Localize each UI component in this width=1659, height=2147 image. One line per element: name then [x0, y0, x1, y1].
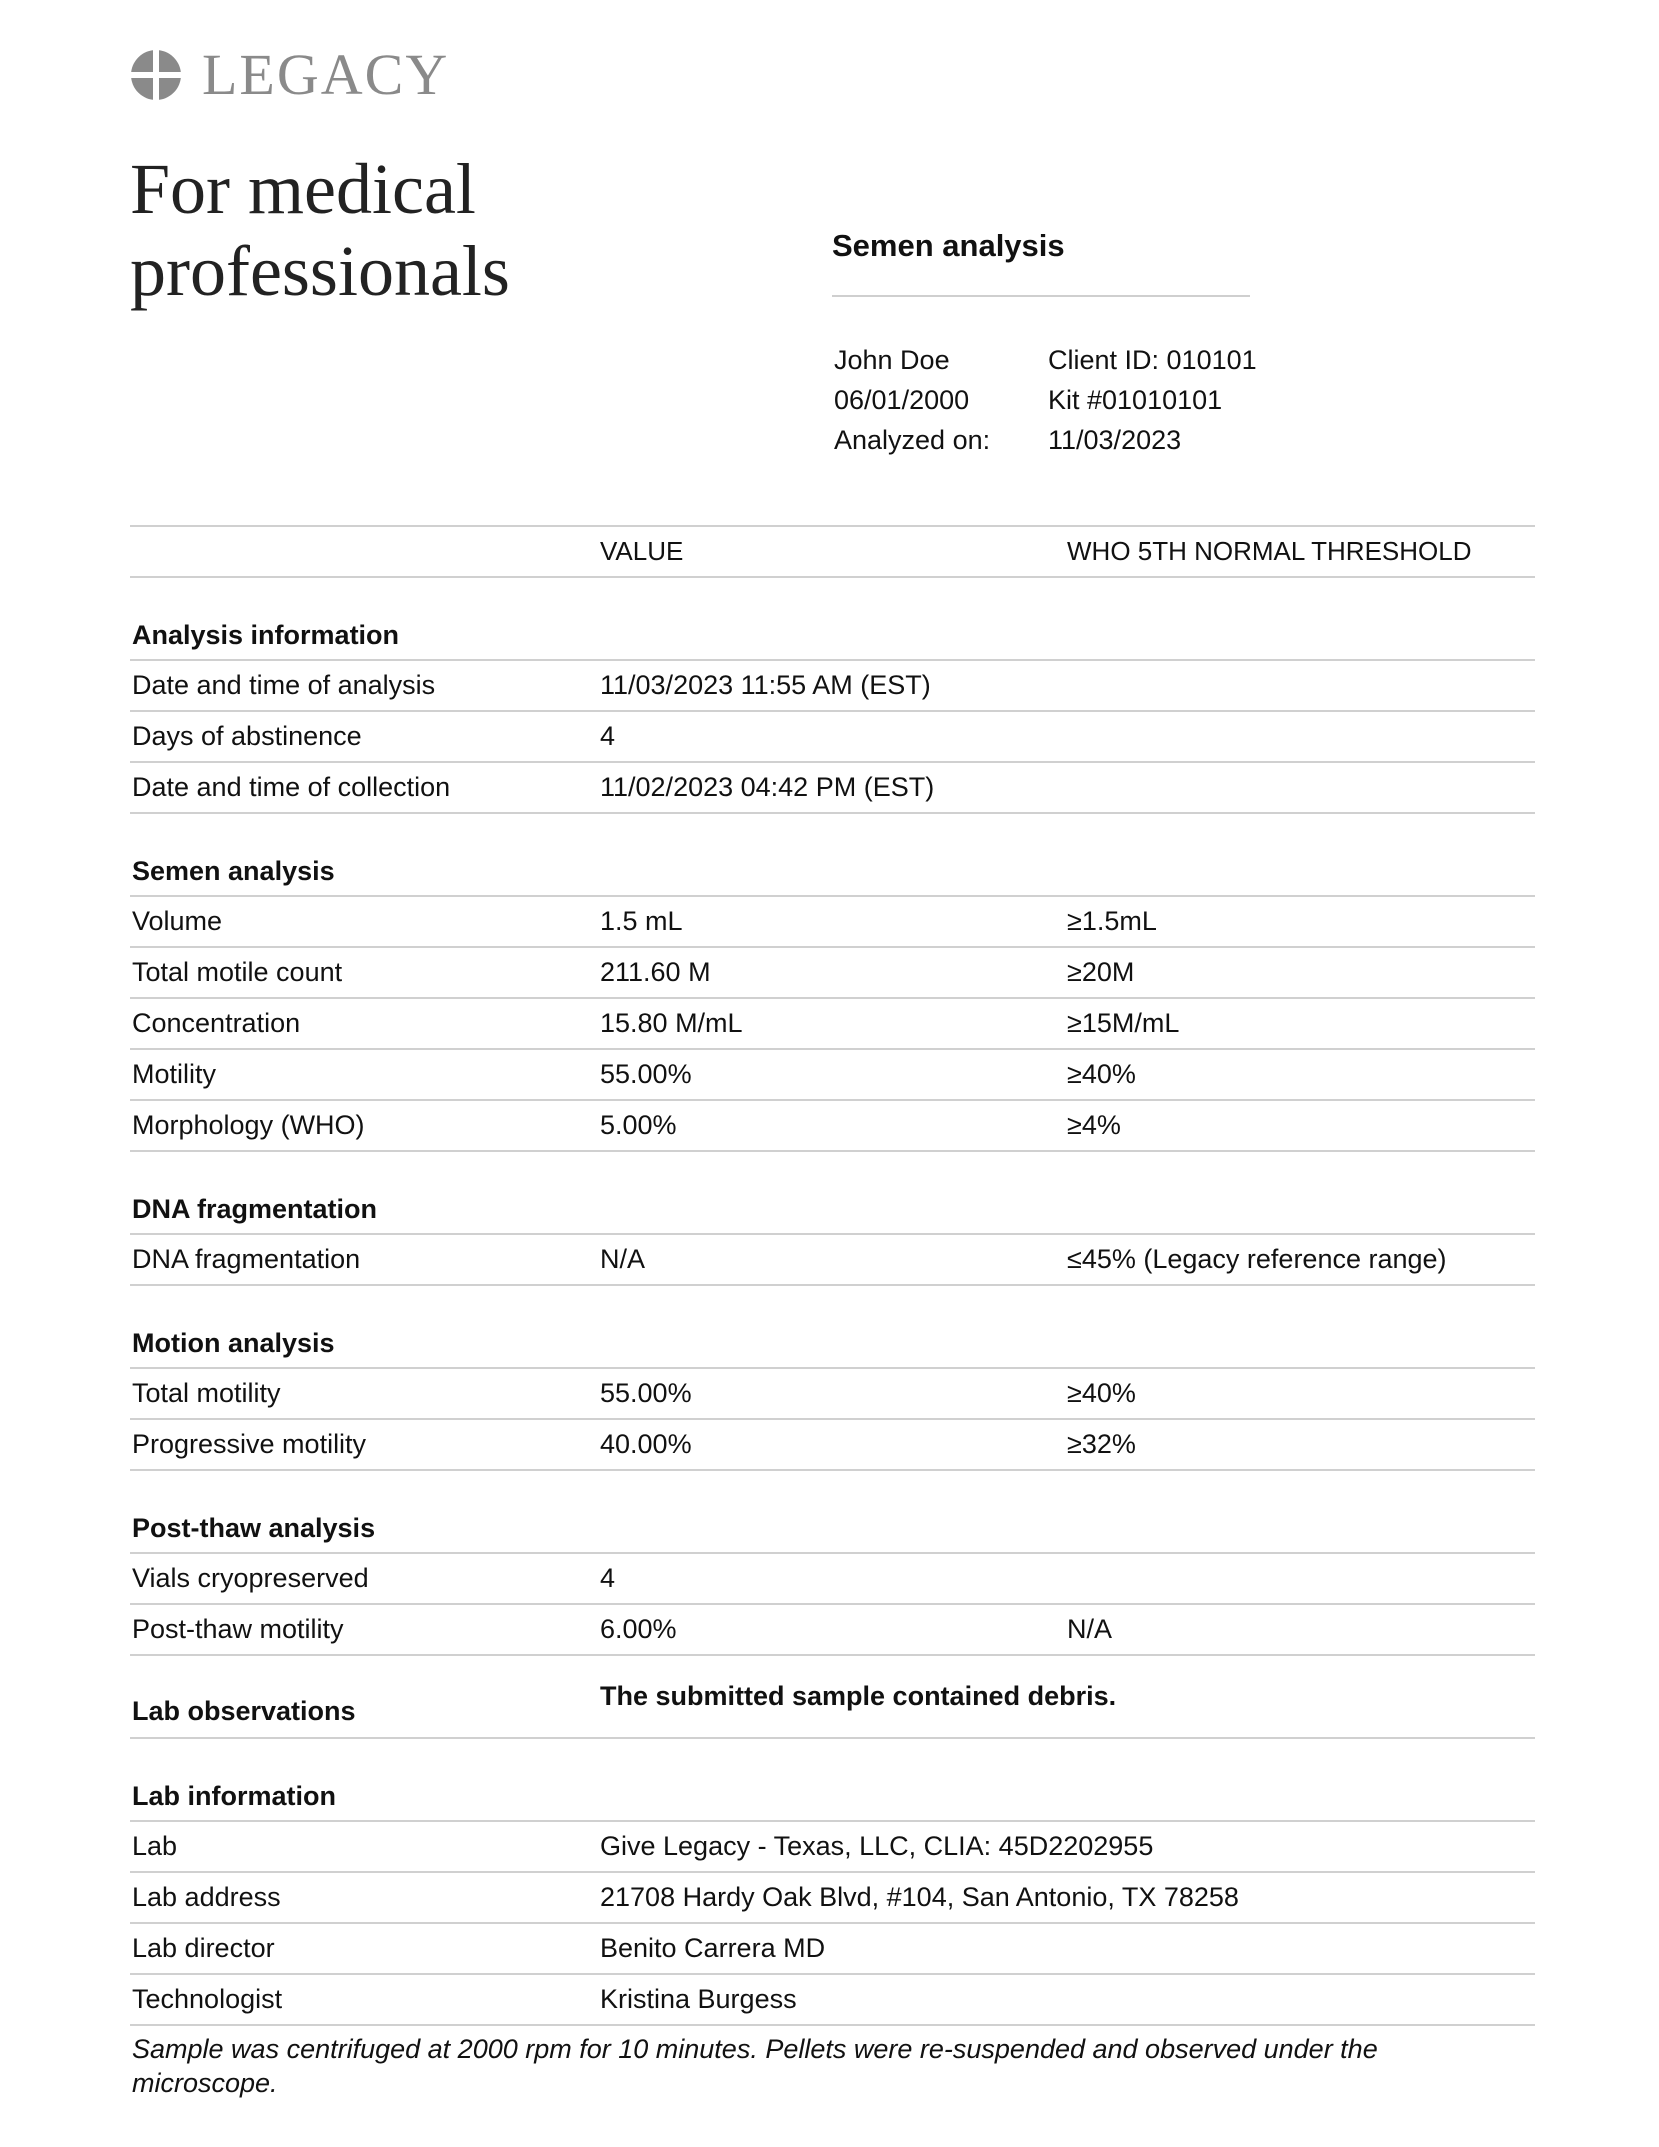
table-row	[130, 999, 1535, 1050]
row-threshold: ≥1.5mL	[1067, 906, 1157, 936]
row-value: Kristina Burgess	[600, 1984, 797, 2014]
analyzed-label: Analyzed on:	[834, 424, 991, 455]
cross-circle-icon	[130, 49, 182, 101]
row-threshold: ≤45% (Legacy reference range)	[1067, 1244, 1447, 1274]
row-label: Lab director	[132, 1933, 275, 1963]
table-header	[130, 525, 1535, 578]
row-label: Total motility	[132, 1378, 281, 1408]
title-divider	[832, 295, 1250, 297]
lab-observations-row	[130, 1656, 1535, 1739]
footnote: Sample was centrifuged at 2000 rpm for 10 minutes. Pellets were re-suspended and observed under the microscope.	[132, 2034, 1378, 2098]
row-value: 21708 Hardy Oak Blvd, #104, San Antonio, TX 78258	[600, 1882, 1239, 1912]
patient-name: John Doe	[834, 344, 950, 375]
report-title: Semen analysis	[832, 228, 1065, 263]
row-label: Post-thaw motility	[132, 1614, 344, 1644]
row-threshold: ≥40%	[1067, 1378, 1136, 1408]
row-threshold: N/A	[1067, 1614, 1113, 1644]
row-value: Benito Carrera MD	[600, 1933, 826, 1963]
brand-name: LEGACY	[202, 42, 450, 107]
table-row	[130, 1235, 1535, 1286]
row-value: 40.00%	[600, 1429, 692, 1459]
analyzed-date: 11/03/2023	[1048, 424, 1182, 455]
row-threshold: ≥40%	[1067, 1059, 1136, 1089]
row-value: 5.00%	[600, 1110, 677, 1140]
table-row	[130, 712, 1535, 763]
header-threshold-col: WHO 5TH NORMAL THRESHOLD	[1067, 536, 1472, 566]
row-label: Technologist	[132, 1984, 283, 2014]
table-row	[130, 1822, 1535, 1873]
row-threshold: ≥20M	[1067, 957, 1135, 987]
row-value: 11/02/2023 04:42 PM (EST)	[600, 772, 935, 802]
row-label: Lab	[132, 1831, 178, 1861]
row-label: Volume	[132, 906, 223, 936]
row-label: Concentration	[132, 1008, 301, 1038]
table-row	[130, 661, 1535, 712]
meta-row	[834, 340, 1257, 380]
row-label: Motility	[132, 1059, 217, 1089]
row-value: Give Legacy - Texas, LLC, CLIA: 45D2202955	[600, 1831, 1154, 1861]
results-table	[130, 525, 1535, 2100]
table-row	[130, 948, 1535, 999]
row-threshold: ≥15M/mL	[1067, 1008, 1180, 1038]
page-heading: For medical professionals	[130, 149, 510, 311]
row-threshold: ≥32%	[1067, 1429, 1136, 1459]
section-title: Post-thaw analysis	[130, 1471, 1535, 1554]
meta-row	[834, 420, 1257, 460]
patient-dob: 06/01/2000	[834, 384, 970, 415]
row-label: Progressive motility	[132, 1429, 367, 1459]
table-row	[130, 1975, 1535, 2026]
row-threshold: ≥4%	[1067, 1110, 1121, 1140]
row-value: 4	[600, 1563, 616, 1593]
table-row	[130, 1605, 1535, 1656]
header-value-col: VALUE	[600, 536, 684, 566]
table-row	[130, 1369, 1535, 1420]
kit-number: Kit #01010101	[1048, 384, 1223, 415]
table-row	[130, 897, 1535, 948]
row-label: Date and time of collection	[132, 772, 451, 802]
row-value: N/A	[600, 1244, 646, 1274]
section-title: Lab information	[130, 1739, 1535, 1822]
row-label: Morphology (WHO)	[132, 1110, 365, 1140]
section-title: DNA fragmentation	[130, 1152, 1535, 1235]
row-value: 11/03/2023 11:55 AM (EST)	[600, 670, 931, 700]
table-row	[130, 1101, 1535, 1152]
row-label: Total motile count	[132, 957, 343, 987]
row-value: 1.5 mL	[600, 906, 683, 936]
table-row	[130, 1554, 1535, 1605]
section-title: Analysis information	[130, 578, 1535, 661]
lab-observations-value: The submitted sample contained debris.	[600, 1681, 1117, 1711]
table-row	[130, 763, 1535, 814]
row-value: 55.00%	[600, 1059, 692, 1089]
row-value: 4	[600, 721, 616, 751]
row-label: Days of abstinence	[132, 721, 362, 751]
section-title: Motion analysis	[130, 1286, 1535, 1369]
patient-meta	[834, 340, 1257, 460]
row-value: 55.00%	[600, 1378, 692, 1408]
row-label: Lab address	[132, 1882, 281, 1912]
table-row	[130, 1420, 1535, 1471]
brand-logo	[130, 42, 450, 107]
table-row	[130, 1873, 1535, 1924]
row-value: 15.80 M/mL	[600, 1008, 743, 1038]
table-row	[130, 1924, 1535, 1975]
row-value: 211.60 M	[600, 957, 711, 987]
meta-row	[834, 380, 1257, 420]
client-id: Client ID: 010101	[1048, 344, 1257, 375]
row-value: 6.00%	[600, 1614, 677, 1644]
row-label: Date and time of analysis	[132, 670, 436, 700]
lab-observations-label: Lab observations	[132, 1696, 356, 1726]
row-label: DNA fragmentation	[132, 1244, 361, 1274]
row-label: Vials cryopreserved	[132, 1563, 369, 1593]
table-row	[130, 1050, 1535, 1101]
section-title: Semen analysis	[130, 814, 1535, 897]
